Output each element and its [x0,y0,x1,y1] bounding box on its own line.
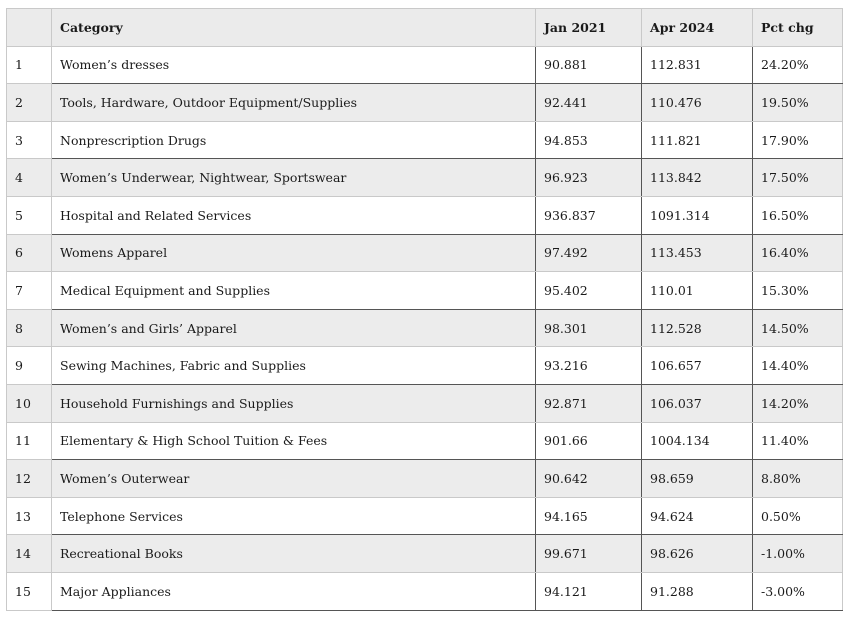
category-cell: Medical Equipment and Supplies [52,272,536,310]
category-cell: Household Furnishings and Supplies [52,384,536,422]
table-row [7,422,843,460]
table-row [7,460,843,498]
row-number-cell: 6 [7,234,52,272]
pct-chg-cell: 17.50% [753,159,843,197]
category-cell: Tools, Hardware, Outdoor Equipment/Supplies [52,84,536,122]
table-row [7,121,843,159]
category-cell: Women’s and Girls’ Apparel [52,309,536,347]
table-row [7,196,843,234]
jan-2021-cell: 94.165 [536,497,642,535]
row-number-cell: 4 [7,159,52,197]
header-cell [7,9,52,47]
pct-chg-cell: 11.40% [753,422,843,460]
row-number-cell: 8 [7,309,52,347]
apr-2024-cell: 106.037 [642,384,753,422]
table-row [7,497,843,535]
apr-2024-cell: 1091.314 [642,196,753,234]
row-number-cell: 10 [7,384,52,422]
category-cell: Major Appliances [52,572,536,610]
jan-2021-cell: 99.671 [536,535,642,573]
jan-2021-cell: 936.837 [536,196,642,234]
jan-2021-cell: 93.216 [536,347,642,385]
jan-2021-cell: 92.871 [536,384,642,422]
row-number-cell: 5 [7,196,52,234]
category-cell: Recreational Books [52,535,536,573]
apr-2024-cell: 1004.134 [642,422,753,460]
table-row [7,384,843,422]
row-number-cell: 3 [7,121,52,159]
table-row [7,535,843,573]
header-cell: Category [52,9,536,47]
apr-2024-cell: 91.288 [642,572,753,610]
jan-2021-cell: 94.121 [536,572,642,610]
pct-chg-cell: 16.40% [753,234,843,272]
apr-2024-cell: 94.624 [642,497,753,535]
pct-chg-cell: 14.20% [753,384,843,422]
jan-2021-cell: 90.881 [536,46,642,84]
table-row [7,234,843,272]
row-number-cell: 12 [7,460,52,498]
row-number-cell: 1 [7,46,52,84]
apr-2024-cell: 98.659 [642,460,753,498]
table-row [7,572,843,610]
category-cell: Hospital and Related Services [52,196,536,234]
apr-2024-cell: 111.821 [642,121,753,159]
header-cell: Pct chg [753,9,843,47]
pct-chg-cell: 0.50% [753,497,843,535]
row-number-cell: 14 [7,535,52,573]
apr-2024-cell: 113.842 [642,159,753,197]
apr-2024-cell: 98.626 [642,535,753,573]
row-number-cell: 13 [7,497,52,535]
apr-2024-cell: 106.657 [642,347,753,385]
jan-2021-cell: 901.66 [536,422,642,460]
category-cell: Women’s Outerwear [52,460,536,498]
row-number-cell: 7 [7,272,52,310]
pct-chg-cell: 14.40% [753,347,843,385]
header-cell: Apr 2024 [642,9,753,47]
apr-2024-cell: 110.476 [642,84,753,122]
jan-2021-cell: 92.441 [536,84,642,122]
row-number-cell: 11 [7,422,52,460]
category-cell: Sewing Machines, Fabric and Supplies [52,347,536,385]
pct-chg-cell: 19.50% [753,84,843,122]
apr-2024-cell: 112.831 [642,46,753,84]
header-row [7,9,843,47]
pct-chg-cell: 8.80% [753,460,843,498]
data-table [6,8,843,611]
pct-chg-cell: 24.20% [753,46,843,84]
row-number-cell: 15 [7,572,52,610]
category-cell: Nonprescription Drugs [52,121,536,159]
header-cell: Jan 2021 [536,9,642,47]
table-row [7,84,843,122]
table-row [7,46,843,84]
category-cell: Telephone Services [52,497,536,535]
jan-2021-cell: 98.301 [536,309,642,347]
pct-chg-cell: 15.30% [753,272,843,310]
pct-chg-cell: 17.90% [753,121,843,159]
apr-2024-cell: 113.453 [642,234,753,272]
table-row [7,347,843,385]
data-table-container [6,8,843,611]
jan-2021-cell: 96.923 [536,159,642,197]
table-row [7,309,843,347]
pct-chg-cell: -1.00% [753,535,843,573]
table-row [7,272,843,310]
table-row [7,159,843,197]
category-cell: Elementary & High School Tuition & Fees [52,422,536,460]
jan-2021-cell: 95.402 [536,272,642,310]
jan-2021-cell: 94.853 [536,121,642,159]
row-number-cell: 9 [7,347,52,385]
category-cell: Women’s dresses [52,46,536,84]
jan-2021-cell: 90.642 [536,460,642,498]
pct-chg-cell: 14.50% [753,309,843,347]
pct-chg-cell: -3.00% [753,572,843,610]
category-cell: Women’s Underwear, Nightwear, Sportswear [52,159,536,197]
pct-chg-cell: 16.50% [753,196,843,234]
row-number-cell: 2 [7,84,52,122]
apr-2024-cell: 110.01 [642,272,753,310]
apr-2024-cell: 112.528 [642,309,753,347]
jan-2021-cell: 97.492 [536,234,642,272]
category-cell: Womens Apparel [52,234,536,272]
